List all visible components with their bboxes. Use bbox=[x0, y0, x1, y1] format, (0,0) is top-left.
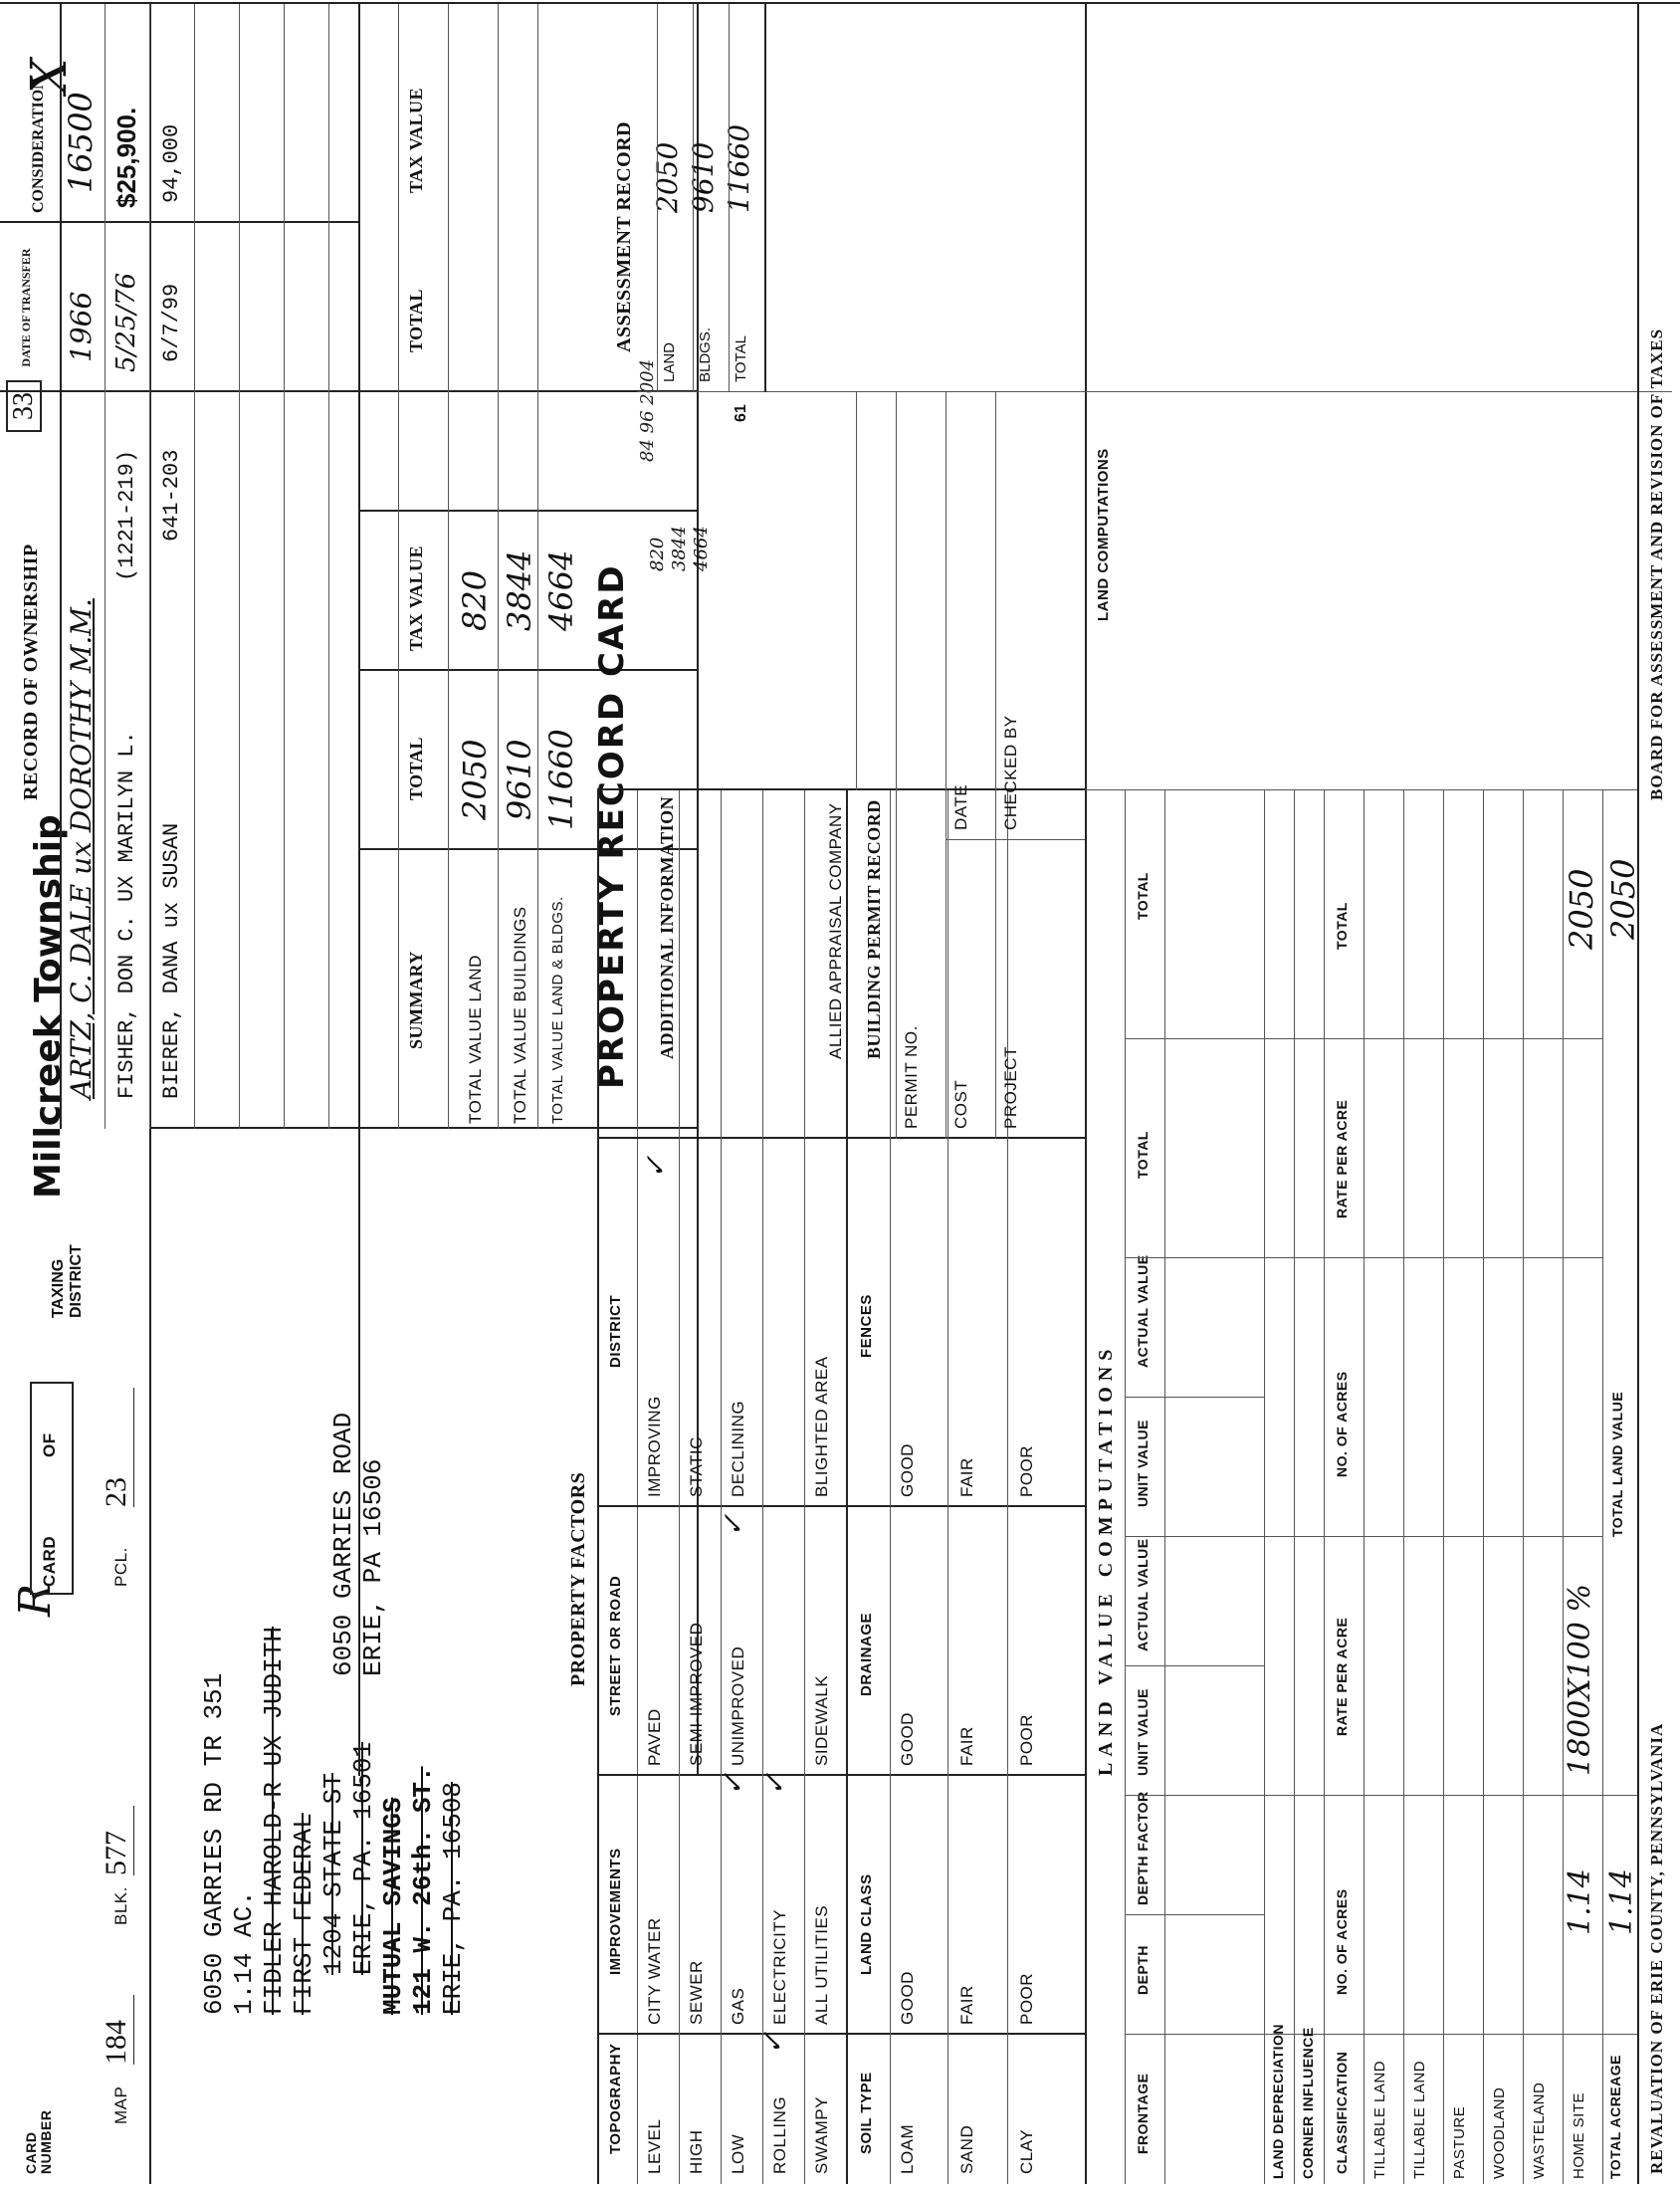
owner-row-2-name: FISHER, DON C. UX MARILYN L. bbox=[114, 731, 139, 1099]
land-depreciation-label: LAND DEPRECIATION bbox=[1270, 2023, 1286, 2179]
assessment-total-header: TOTAL bbox=[406, 289, 426, 352]
improvement-electricity: ELECTRICITY bbox=[770, 1908, 789, 2025]
district-blighted: BLIGHTED AREA bbox=[812, 1356, 831, 1497]
address-line: 1.14 AC. bbox=[229, 1890, 259, 2015]
card-label: CARD bbox=[40, 1535, 59, 1587]
owner-row-1-date: 1966 bbox=[65, 291, 98, 362]
street-paved: PAVED bbox=[645, 1708, 664, 1766]
soil-type-header: SOIL TYPE bbox=[858, 2072, 875, 2154]
assessment-tax-header: TAX VALUE bbox=[406, 87, 426, 193]
topography-swampy: SWAMPY bbox=[812, 2096, 831, 2174]
summary-row-1-label: TOTAL VALUE LAND bbox=[466, 955, 485, 1124]
summary-row-1-total: 2050 bbox=[456, 739, 494, 820]
assessment-title: ASSESSMENT RECORD bbox=[613, 120, 635, 352]
summary-row-2-total: 9610 bbox=[501, 739, 538, 820]
land-class-fair: FAIR bbox=[957, 1985, 976, 2025]
street-unimproved: UNIMPROVED bbox=[729, 1646, 747, 1766]
topography-low: LOW bbox=[729, 2133, 747, 2174]
assessment-year: 61 bbox=[733, 404, 749, 422]
home-site-rate: 1800X100 % bbox=[1563, 1583, 1597, 1776]
summary-row-3-label: TOTAL VALUE LAND & BLDGS. bbox=[549, 896, 566, 1124]
soil-clay: CLAY bbox=[1017, 2128, 1036, 2174]
owner-row-1-consideration: 16500 bbox=[62, 92, 100, 193]
assessment-value-bldgs: 9610 bbox=[687, 141, 720, 213]
improvement-sewer: SEWER bbox=[687, 1960, 706, 2025]
col-classification: CLASSIFICATION bbox=[1334, 2051, 1350, 2174]
land-class-poor: POOR bbox=[1017, 1972, 1036, 2025]
card-number-value: R bbox=[10, 1583, 61, 1617]
col-no-of-acres: NO. OF ACRES bbox=[1334, 1888, 1350, 1995]
assessment-value-total: 11660 bbox=[723, 123, 755, 213]
improvement-city-water: CITY WATER bbox=[645, 1917, 664, 2025]
blk-value: 577 bbox=[100, 1806, 134, 1875]
mailing-line: ERIE, PA 16506 bbox=[358, 1458, 388, 1676]
assessment-tax-total: 4664 bbox=[691, 526, 712, 571]
class-woodland: WOODLAND bbox=[1491, 2086, 1508, 2179]
drainage-good: GOOD bbox=[898, 1712, 917, 1766]
summary-tax-header: TAX VALUE bbox=[406, 545, 426, 651]
building-permit-title: BUILDING PERMIT RECORD bbox=[864, 799, 884, 1059]
summary-title: SUMMARY bbox=[406, 951, 426, 1049]
land-class-good: GOOD bbox=[898, 1971, 917, 2025]
land-computations-title: LAND COMPUTATIONS bbox=[1095, 448, 1112, 621]
card-number-label: CARD NUMBER bbox=[23, 2109, 54, 2174]
permit-date-label: DATE bbox=[951, 783, 970, 830]
fences-header: FENCES bbox=[858, 1294, 875, 1358]
assessment-row-1-total: TOTAL bbox=[733, 335, 749, 382]
col-unit-value-2: UNIT VALUE bbox=[1135, 1420, 1151, 1507]
drainage-header: DRAINAGE bbox=[858, 1612, 875, 1696]
summary-row-3-tax: 4664 bbox=[542, 549, 580, 631]
drainage-poor: POOR bbox=[1017, 1713, 1036, 1766]
ownership-title: RECORD OF OWNERSHIP bbox=[20, 544, 42, 800]
district-static: STATIC bbox=[687, 1436, 706, 1497]
owner-row-2-ref: (1221-219) bbox=[114, 449, 139, 581]
col-depth: DEPTH bbox=[1135, 1945, 1151, 1995]
address-line: 121 W. 26th. ST. bbox=[408, 1766, 438, 2015]
improvements-header: IMPROVEMENTS bbox=[607, 1848, 624, 1975]
address-line: 1204 STATE ST bbox=[318, 1773, 348, 1975]
col-frontage: FRONTAGE bbox=[1135, 2073, 1151, 2154]
total-land-value-label: TOTAL LAND VALUE bbox=[1609, 1391, 1625, 1537]
assessment-value-land: 2050 bbox=[651, 141, 684, 213]
pcl-label: PCL. bbox=[111, 1547, 130, 1587]
map-label: MAP bbox=[111, 2085, 130, 2124]
permit-no-label: PERMIT NO. bbox=[902, 1025, 921, 1129]
address-line: 6050 GARRIES RD TR 351 bbox=[199, 1672, 229, 2015]
owner-row-2-consideration: $25,900. bbox=[111, 107, 141, 208]
land-comp-total-header: TOTAL bbox=[1135, 872, 1151, 920]
fences-good: GOOD bbox=[898, 1443, 917, 1497]
assessment-margin-note: 84 96 2004 bbox=[637, 358, 658, 462]
summary-row-3-total: 11660 bbox=[542, 729, 580, 830]
street-semi-improved: SEMI-IMPROVED bbox=[687, 1622, 706, 1766]
of-label: OF bbox=[40, 1432, 59, 1457]
property-factors-title: PROPERTY FACTORS bbox=[567, 1471, 589, 1686]
district-header: DISTRICT bbox=[607, 1294, 624, 1368]
class-total-acreage: TOTAL ACREAGE bbox=[1607, 2055, 1623, 2179]
corner-mark: X bbox=[20, 58, 78, 94]
topography-rolling: ROLLING bbox=[770, 2095, 789, 2174]
col-rate-per-acre-2: RATE PER ACRE bbox=[1334, 1099, 1350, 1218]
owner-row-3-name: BIERER, DANA ux SUSAN bbox=[159, 822, 184, 1099]
class-home-site: HOME SITE bbox=[1571, 2091, 1587, 2179]
corner-influence-label: CORNER INFLUENCE bbox=[1300, 2027, 1316, 2179]
address-line: ERIE, PA. 16501 bbox=[348, 1741, 378, 1975]
fences-poor: POOR bbox=[1017, 1444, 1036, 1497]
col-actual-value-2: ACTUAL VALUE bbox=[1135, 1254, 1151, 1368]
owner-row-3-consideration: 94,000 bbox=[159, 123, 184, 203]
improvement-gas: GAS bbox=[729, 1987, 747, 2025]
check-mark-icon: ✓ bbox=[717, 1772, 749, 1796]
summary-row-2-label: TOTAL VALUE BUILDINGS bbox=[511, 906, 529, 1124]
total-acreage-value: 1.14 bbox=[1604, 1868, 1639, 1935]
appraisal-company: ALLIED APPRAISAL COMPANY bbox=[826, 802, 845, 1059]
mailing-line: 6050 GARRIES ROAD bbox=[328, 1412, 358, 1676]
home-site-total: 2050 bbox=[1563, 868, 1600, 950]
street-sidewalk: SIDEWALK bbox=[812, 1674, 831, 1766]
footer-left: REVALUATION OF ERIE COUNTY, PENNSYLVANIA bbox=[1647, 1722, 1666, 2174]
home-site-acres: 1.14 bbox=[1563, 1868, 1597, 1935]
topography-header: TOPOGRAPHY bbox=[607, 2043, 624, 2154]
street-header: STREET OR ROAD bbox=[607, 1575, 624, 1716]
district-declining: DECLINING bbox=[729, 1400, 747, 1497]
owner-row-2-date: 5/25/76 bbox=[111, 272, 141, 372]
pcl-value: 23 bbox=[100, 1388, 134, 1507]
check-mark-icon: ✓ bbox=[758, 1772, 791, 1796]
land-value-title: LAND VALUE COMPUTATIONS bbox=[1095, 1343, 1117, 1776]
address-line: MUTUAL SAVINGS bbox=[378, 1797, 408, 2015]
blk-label: BLK. bbox=[111, 1886, 130, 1925]
class-pasture: PASTURE bbox=[1451, 2105, 1468, 2179]
additional-info-title: ADDITIONAL INFORMATION bbox=[657, 795, 677, 1059]
summary-total-header: TOTAL bbox=[406, 737, 426, 800]
col-no-of-acres-2: NO. OF ACRES bbox=[1334, 1371, 1350, 1477]
col-depth-factor: DEPTH FACTOR bbox=[1135, 1791, 1151, 1905]
drainage-fair: FAIR bbox=[957, 1726, 976, 1766]
col-rate-per-acre: RATE PER ACRE bbox=[1334, 1617, 1350, 1736]
address-line: ERIE, PA. 16508 bbox=[438, 1781, 468, 2015]
topography-level: LEVEL bbox=[645, 2118, 664, 2174]
land-class-header: LAND CLASS bbox=[858, 1873, 875, 1975]
soil-sand: SAND bbox=[957, 2124, 976, 2174]
fences-fair: FAIR bbox=[957, 1457, 976, 1497]
summary-row-1-tax: 820 bbox=[456, 569, 494, 631]
address-line: FIRST FEDERAL bbox=[289, 1813, 318, 2015]
property-record-card-title: PROPERTY RECORD CARD bbox=[592, 563, 632, 1089]
col-total: TOTAL bbox=[1135, 1131, 1151, 1179]
map-value: 184 bbox=[100, 1995, 134, 2065]
summary-row-2-tax: 3844 bbox=[501, 549, 538, 631]
page-number: 33 bbox=[6, 380, 42, 432]
soil-loam: LOAM bbox=[898, 2123, 917, 2174]
class-tillable-2: TILLABLE LAND bbox=[1411, 2060, 1428, 2179]
owner-row-3-ref: 641-203 bbox=[159, 449, 184, 542]
topography-high: HIGH bbox=[687, 2129, 706, 2174]
permit-cost-label: COST bbox=[951, 1079, 970, 1129]
assessment-tax-bldgs: 3844 bbox=[669, 526, 690, 571]
taxing-district-value: Millcreek Township bbox=[28, 814, 69, 1199]
assessment-row-1-land: LAND bbox=[661, 341, 678, 382]
assessment-row-1-bldgs: BLDGS. bbox=[697, 327, 714, 382]
col-acre-total: TOTAL bbox=[1334, 902, 1350, 950]
owner-row-3-date: 6/7/99 bbox=[159, 283, 184, 362]
col-unit-value: UNIT VALUE bbox=[1135, 1688, 1151, 1776]
address-block bbox=[199, 1627, 468, 2015]
check-mark-icon: ✓ bbox=[717, 1513, 749, 1537]
col-actual-value: ACTUAL VALUE bbox=[1135, 1538, 1151, 1651]
checked-by-label: CHECKED BY bbox=[1001, 715, 1020, 830]
check-mark-icon: ✓ bbox=[639, 1155, 672, 1179]
footer-right: BOARD FOR ASSESSMENT AND REVISION OF TAXES bbox=[1647, 328, 1666, 800]
address-line: FIDLER HAROLD-R UX JUDITH bbox=[259, 1626, 289, 2015]
class-wasteland: WASTELAND bbox=[1531, 2082, 1548, 2179]
date-of-transfer-header: DATE OF TRANSFER bbox=[19, 248, 33, 367]
owner-row-1-name: ARTZ, C. DALE ux DOROTHY M.M. bbox=[65, 598, 98, 1099]
consideration-header: CONSIDERATION bbox=[30, 78, 47, 213]
class-tillable-1: TILLABLE LAND bbox=[1371, 2060, 1388, 2179]
check-mark-icon: ✓ bbox=[756, 2031, 789, 2055]
card-box bbox=[30, 1382, 74, 1595]
project-label: PROJECT bbox=[1001, 1046, 1020, 1129]
total-land-value: 2050 bbox=[1604, 858, 1642, 940]
assessment-tax-land: 820 bbox=[647, 537, 668, 571]
improvement-all-utilities: ALL UTILITIES bbox=[812, 1904, 831, 2025]
taxing-district-label: TAXING DISTRICT bbox=[50, 1244, 85, 1318]
district-improving: IMPROVING bbox=[645, 1396, 664, 1497]
